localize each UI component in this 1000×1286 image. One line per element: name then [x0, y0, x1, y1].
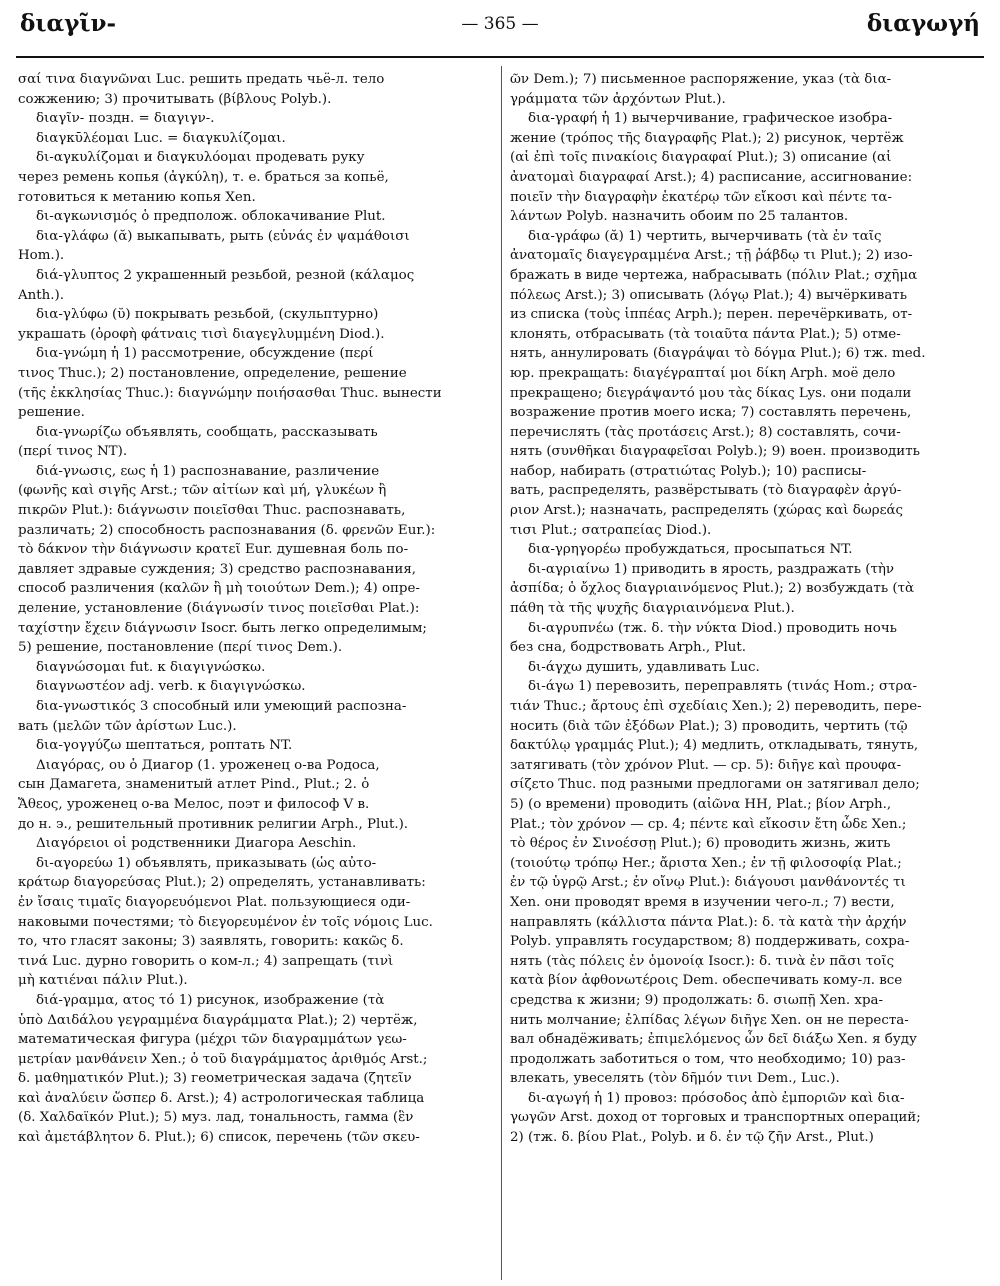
- dictionary-text-line: δακτύλῳ γραμμάς Plut.); 4) медлить, откладывать, тянуть,: [510, 738, 919, 754]
- dictionary-text-line: τιάν Thuc.; ἄρτους ἐπὶ σχεδίαις Xen.); 2) переводить, пере-: [510, 699, 922, 714]
- dictionary-text-line: различать; 2) способность распознавания (δ. φρενῶν Eur.):: [18, 522, 436, 538]
- dictionary-entry-start: δι-αγκωνισμός ὁ предполож. облокачивание Plut.: [36, 209, 386, 225]
- dictionary-text-line: нить молчание; ἐλπίδας λέγων διῆγε Xen. он не переста-: [510, 1012, 909, 1028]
- dictionary-text-line: ποιεῖν τὴν διαγραφὴν ἑκατέρῳ τῶν εἴκοσι καὶ πέντε τα-: [510, 189, 892, 205]
- dictionary-text-line: κράτωρ διαγορεύσας Plut.); 2) определять, устанавливать:: [18, 875, 426, 891]
- dictionary-text-line: нять (συνθῆκαι διαγραφεῖσαι Polyb.); 9) воен. производить: [510, 444, 920, 460]
- dictionary-entry-start: διά-γνωσις, εως ἡ 1) распознавание, различение: [36, 463, 380, 479]
- dictionary-entry-start: δι-άγχω душить, удавливать Luc.: [528, 659, 760, 675]
- dictionary-text-line: украшать (ὀροφὴ φάτναις τισὶ διαγεγλυμμένη Diod.).: [18, 326, 385, 342]
- dictionary-text-line: клонять, отбрасывать (τὰ τοιαῦτα πάντα Plat.); 5) отме-: [510, 326, 901, 342]
- dictionary-text-line: из списка (τοὺς ἱππέας Arph.); перен. перечёркивать, от-: [510, 307, 913, 323]
- dictionary-entry-start: δια-γρηγορέω пробуждаться, просыпаться NT.: [528, 542, 853, 558]
- dictionary-text-line: давляет здравые суждения; 3) средство распознавания,: [18, 561, 417, 577]
- dictionary-entry-start: δι-αγρυπνέω (тж. δ. τὴν νύκτα Diod.) проводить ночь: [528, 620, 897, 636]
- dictionary-entry-start: δι-άγω 1) перевозить, переправлять (τινάς Hom.; στρα-: [528, 679, 917, 695]
- dictionary-text-line: τισι Plut.; σατραπείας Diod.).: [510, 522, 712, 538]
- column-divider: [501, 66, 502, 1280]
- dictionary-text-line: λάντων Polyb. назначить обоим по 25 талантов.: [510, 209, 849, 225]
- dictionary-text-line: γωγῶν Arst. доход от торговых и транспортных операций;: [510, 1110, 921, 1126]
- dictionary-entry-start: διαγνώσομαι fut. к διαγιγνώσκω.: [36, 659, 266, 675]
- dictionary-entry-start: δι-αγκυλίζομαι и διαγκυλόομαι продевать руку: [36, 150, 365, 166]
- dictionary-text-line: μετρίαν μανθάνειν Xen.; ὁ τοῦ διαγράμματος ἀριθμός Arst.;: [18, 1051, 428, 1067]
- dictionary-text-line: сожжению; 3) прочитывать (βίβλους Polyb.).: [18, 91, 332, 107]
- dictionary-text-line: γράμματα τῶν ἀρχόντων Plut.).: [510, 91, 726, 107]
- dictionary-text-line: 5) решение, постановление (περί τινος Dem.).: [18, 640, 343, 656]
- dictionary-text-line: Plat.; τὸν χρόνον — ср. 4; πέντε καὶ εἴκοσιν ἔτη ὧδε Xen.;: [510, 816, 907, 832]
- dictionary-entry-start: διά-γλυπτος 2 украшенный резьбой, резной (κάλαμος: [36, 267, 415, 283]
- page-number: — 365 —: [461, 14, 539, 34]
- dictionary-text-line: влекать, увеселять (τὸν δῆμόν τινι Dem., Luc.).: [510, 1071, 840, 1087]
- dictionary-text-line: τὸ δάκνον τὴν διάγνωσιν κρατεῖ Eur. душевная боль по-: [18, 542, 409, 558]
- dictionary-text-line: ἀσπίδα; ὁ ὄχλος διαγριαινόμενος Plut.); 2) возбуждать (τὰ: [510, 581, 915, 597]
- dictionary-entry-start: δια-γνώμη ἡ 1) рассмотрение, обсуждение (περί: [36, 346, 374, 362]
- dictionary-text-line: носить (διὰ τῶν ἐξόδων Plat.); 3) проводить, чертить (τῷ: [510, 718, 908, 734]
- dictionary-text-line: σαί τινα διαγνῶναι Luc. решить предать чьё-л. тело: [18, 72, 385, 87]
- dictionary-text-line: продолжать заботиться о том, что необходимо; 10) раз-: [510, 1051, 906, 1067]
- dictionary-text-line: 2) (тж. δ. βίου Plat., Polyb. и δ. ἐν τῷ ζῆν Arst., Plut.): [510, 1130, 874, 1146]
- dictionary-text-line: (φωνῆς καὶ σιγῆς Arst.; τῶν αἰτίων καὶ μή, γλυκέων ἢ: [18, 483, 387, 499]
- dictionary-text-line: ἀνατομαὶ διαγραφαί Arst.); 4) расписание, ассигнование:: [510, 169, 913, 185]
- dictionary-text-line: ῶν Dem.); 7) письменное распоряжение, указ (τὰ δια-: [510, 72, 892, 87]
- dictionary-text-line: математическая фигура (μέχρι τῶν διαγραμμάτων γεω-: [18, 1032, 407, 1048]
- dictionary-text-line: σίζετο Thuc. под разными предлогами он затягивал дело;: [510, 777, 920, 793]
- dictionary-entry-start: δια-γογγύζω шептаться, роптать NT.: [36, 738, 293, 754]
- dictionary-entry-start: Διαγόρειοι οἱ родственники Диагора Aeschin.: [36, 836, 357, 852]
- dictionary-text-line: вал обнадёживать; ἐπιμελόμενος ὧν δεῖ διάξω Xen. я буду: [510, 1032, 917, 1048]
- dictionary-text-line: ταχίστην ἔχειν διάγνωσιν Isocr. быть легко определимым;: [18, 620, 427, 636]
- dictionary-text-line: ἀνατομαῖς διαγεγραμμένα Arst.; τῇ ῥάβδῳ τι Plut.); 2) изо-: [510, 248, 913, 264]
- dictionary-text-line: πικρῶν Plut.): διάγνωσιν ποιεῖσθαι Thuc. распознавать,: [18, 503, 406, 519]
- dictionary-entry-start: δι-αγορεύω 1) объявлять, приказывать (ὡς αὐτο-: [36, 855, 377, 871]
- dictionary-text-line: μὴ κατιέναι πάλιν Plut.).: [18, 973, 188, 989]
- dictionary-text-line: направлять (κάλλιστα πάντα Plat.): δ. τὰ κατὰ τὴν ἀρχήν: [510, 914, 907, 930]
- dictionary-text-line: δ. μαθηματικόν Plut.); 3) геометрическая задача (ζητεῖν: [18, 1071, 412, 1087]
- dictionary-text-line: ὑπὸ Δαιδάλου γεγραμμένα διαγράμματα Plat.); 2) чертёж,: [18, 1012, 418, 1028]
- dictionary-text-line: средства к жизни; 9) продолжать: δ. σιωπῇ Xen. хра-: [510, 992, 884, 1008]
- dictionary-text-line: набор, набирать (στρατιώτας Polyb.); 10) расписы-: [510, 463, 867, 479]
- dictionary-text-line: Hom.).: [18, 248, 65, 264]
- dictionary-entry-start: διά-γραμμα, ατος τό 1) рисунок, изображение (τὰ: [36, 992, 385, 1008]
- dictionary-text-line: Polyb. управлять государством; 8) поддерживать, сохра-: [510, 934, 910, 950]
- dictionary-entry-start: δια-γλάφω (ᾰ) выкапывать, рыть (εὐνάς ἐν ψαμάθοισι: [36, 228, 410, 244]
- right-running-headword: διαγωγή: [866, 10, 980, 37]
- dictionary-text-line: жение (τρόπος τῆς διαγραφῆς Plat.); 2) рисунок, чертёж: [510, 130, 904, 146]
- dictionary-text-line: вать (μελῶν τῶν ἀρίστων Luc.).: [18, 718, 237, 734]
- dictionary-text-line: (τῆς ἐκκλησίας Thuc.): διαγνώμην ποιήσασθαι Thuc. вынести: [18, 385, 442, 401]
- dictionary-text-line: τινά Luc. дурно говорить о ком-л.; 4) запрещать (τινὶ: [18, 953, 394, 969]
- dictionary-text-line: возражение против моего иска; 7) составлять перечень,: [510, 405, 912, 421]
- dictionary-text-line: бражать в виде чертежа, набрасывать (πόλιν Plat.; σχῆμα: [510, 267, 918, 283]
- dictionary-text-line: решение.: [18, 405, 85, 421]
- dictionary-text-line: κατὰ βίον ἀφθονωτέροις Dem. обеспечивать кому-л. все: [510, 973, 903, 989]
- dictionary-entry-start: δι-αγριαίνω 1) приводить в ярость, раздражать (τὴν: [528, 561, 895, 577]
- dictionary-text-line: перечислять (τὰς προτάσεις Arst.); 8) составлять, сочи-: [510, 424, 901, 440]
- page-header: [14, 4, 986, 48]
- dictionary-text-line: τινος Thuc.); 2) постановление, определение, решение: [18, 365, 407, 381]
- right-column: [510, 70, 984, 1282]
- dictionary-entry-start: διαγνωστέον adj. verb. к διαγιγνώσκω.: [36, 679, 306, 695]
- dictionary-text-line: деление, установление (διάγνωσίν τινος ποιεῖσθαι Plat.):: [18, 601, 420, 617]
- dictionary-entry-start: διαγῖν- поздн. = διαγιγν-.: [36, 111, 215, 127]
- dictionary-text-line: καὶ ἀναλύειν ὥσπερ δ. Arst.); 4) астрологическая таблица: [18, 1090, 425, 1106]
- dictionary-entry-start: δια-γραφή ἡ 1) вычерчивание, графическое изобра-: [528, 111, 893, 127]
- dictionary-text-line: без сна, бодрствовать Arph., Plut.: [510, 640, 746, 656]
- dictionary-text-line: наковыми почестями; τὸ διεγορευμένον ἐν τοῖς νόμοις Luc.: [18, 914, 433, 930]
- dictionary-text-line: τὸ θέρος ἐν Σινοέσσῃ Plut.); 6) проводить жизнь, жить: [510, 836, 891, 852]
- dictionary-text-line: ριον Arst.); назначать, распределять (χώρας καὶ δωρεάς: [510, 503, 904, 519]
- dictionary-text-line: Anth.).: [18, 287, 65, 303]
- dictionary-text-line: до н. э., решительный противник религии Arph., Plut.).: [18, 816, 409, 832]
- dictionary-text-line: готовиться к метанию копья Xen.: [18, 189, 256, 205]
- dictionary-text-line: юр. прекращать: διαγέγραπταί μοι δίκη Arph. моё дело: [510, 365, 896, 381]
- left-column: [18, 70, 492, 1282]
- dictionary-text-line: ἐν ἴσαις τιμαῖς διαγορευόμενοι Plat. пользующиеся оди-: [18, 894, 411, 910]
- dictionary-text-line: (δ. Χαλδαϊκόν Plut.); 5) муз. лад, тональность, гамма (ἓν: [18, 1110, 414, 1126]
- dictionary-text-line: способ различения (καλῶν ἢ μὴ τοιούτων Dem.); 4) опре-: [18, 581, 420, 597]
- header-rule: [16, 56, 984, 58]
- dictionary-entry-start: διαγκῡλέομαι Luc. = διαγκυλίζομαι.: [36, 130, 286, 146]
- dictionary-text-line: πάθη τὰ τῆς ψυχῆς διαγριαινόμενα Plut.).: [510, 601, 795, 617]
- dictionary-text-line: сын Дамагета, знаменитый атлет Pind., Plut.; 2. ὁ: [18, 777, 370, 793]
- dictionary-entry-start: δια-γράφω (ᾰ) 1) чертить, вычерчивать (τὰ ἐν ταῖς: [528, 228, 882, 244]
- left-running-headword: διαγῖν-: [20, 10, 116, 37]
- dictionary-text-line: πόλεως Arst.); 3) описывать (λόγῳ Plat.); 4) вычёркивать: [510, 287, 907, 303]
- dictionary-text-line: Xen. они проводят время в изучении чего-л.; 7) вести,: [510, 894, 895, 910]
- dictionary-text-line: (τοιούτῳ τρόπῳ Her.; ἄριστα Xen.; ἐν τῇ φιλοσοφίᾳ Plat.;: [510, 855, 902, 871]
- dictionary-text-line: ἐν τῷ ὑγρῷ Arst.; ἐν οἴνῳ Plut.): διάγουσι μανθάνοντές τι: [510, 875, 906, 891]
- dictionary-entry-start: δια-γλύφω (ῠ) покрывать резьбой, (скульптурно): [36, 307, 379, 323]
- dictionary-text-line: вать, распределять, развёрстывать (τὸ διαγραφὲν ἀργύ-: [510, 483, 902, 499]
- dictionary-entry-start: δια-γνωστικός 3 способный или умеющий распозна-: [36, 699, 407, 714]
- dictionary-text-line: через ремень копья (ἀγκύλη), т. е. браться за копьё,: [18, 169, 389, 185]
- dictionary-text-line: то, что гласят законы; 3) заявлять, говорить: κακῶς δ.: [18, 934, 404, 950]
- dictionary-text-line: (αἱ ἐπὶ τοῖς πινακίοις διαγραφαί Plut.); 3) описание (αἱ: [510, 150, 892, 166]
- dictionary-text-line: 5) (о времени) проводить (αἰῶνα HH, Plat.; βίον Arph.,: [510, 796, 892, 812]
- dictionary-text-line: прекращено; διεγράψαντό μου τὰς δίκας Lys. они подали: [510, 385, 912, 401]
- dictionary-entry-start: δια-γνωρίζω объявлять, сообщать, рассказывать: [36, 424, 378, 440]
- dictionary-text-line: (περί τινος NT).: [18, 444, 128, 460]
- dictionary-text-line: нять, аннулировать (διαγράψαι τὸ δόγμα Plut.); 6) тж. med.: [510, 346, 926, 362]
- dictionary-text-line: καὶ ἀμετάβλητον δ. Plut.); 6) список, перечень (τῶν σκευ-: [18, 1130, 420, 1146]
- dictionary-text-line: Ἄθεος, уроженец о-ва Мелос, поэт и философ V в.: [18, 796, 370, 812]
- dictionary-entry-start: δι-αγωγή ἡ 1) провоз: πρόσοδος ἀπὸ ἐμποριῶν καὶ δια-: [528, 1090, 905, 1106]
- dictionary-entry-start: Διαγόρας, ου ὁ Диагор (1. уроженец о-ва Родоса,: [36, 757, 380, 773]
- dictionary-text-line: затягивать (τὸν χρόνον Plut. — ср. 5): διῆγε καὶ προυφα-: [510, 757, 902, 773]
- dictionary-text-line: нять (τὰς πόλεις ἐν ὁμονοίᾳ Isocr.): δ. τινὰ ἐν πᾶσι τοῖς: [510, 953, 895, 969]
